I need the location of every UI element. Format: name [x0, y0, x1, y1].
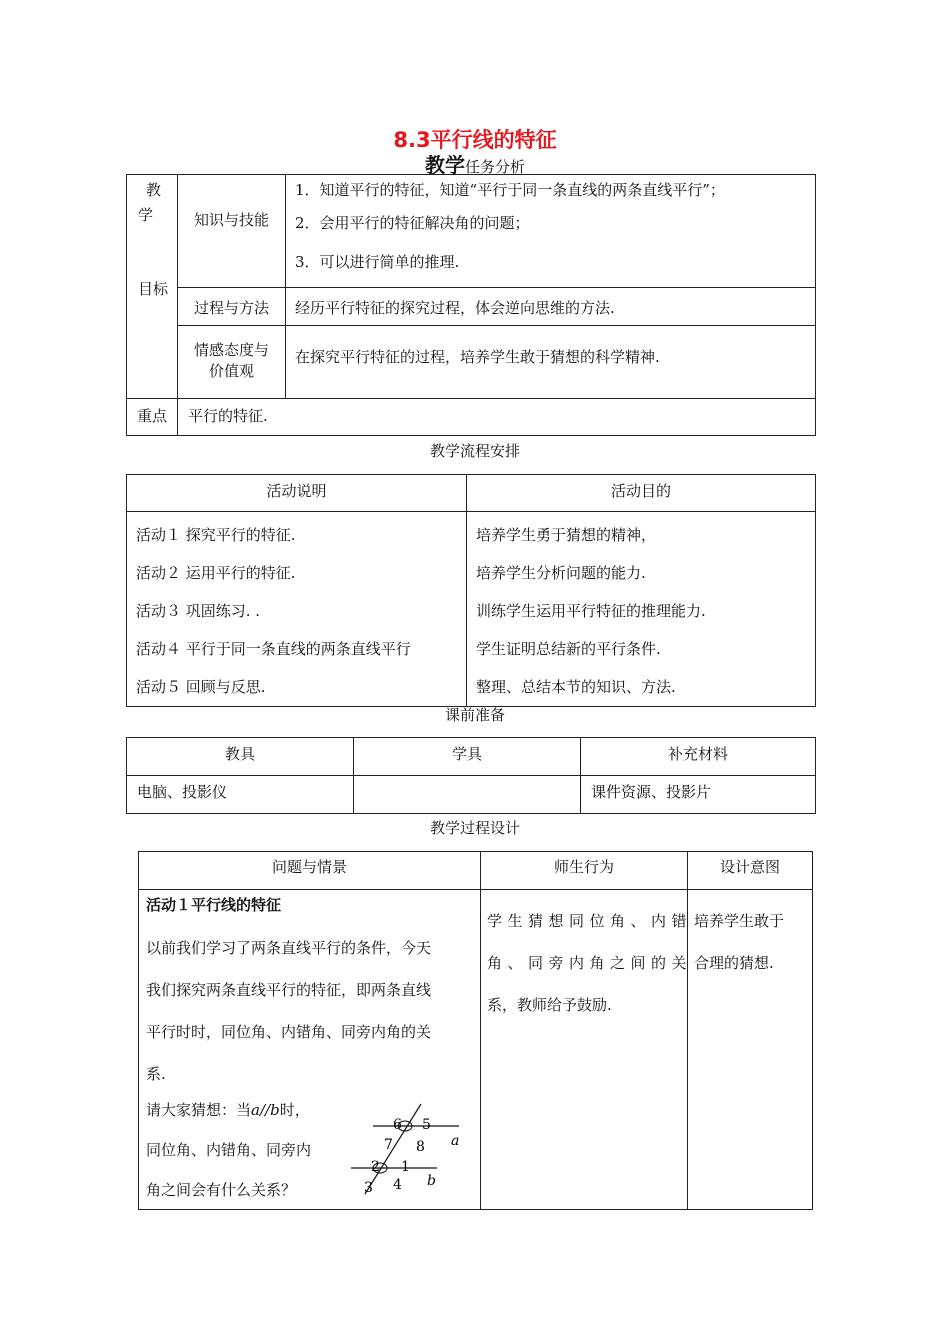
angle-label: 4: [393, 1177, 402, 1193]
parallel-lines-figure: [345, 1102, 475, 1202]
goals-label-1: 教: [146, 181, 162, 199]
design-col2-header: 师生行为: [481, 852, 688, 890]
behavior-line: 角、同旁内角之间的关: [487, 954, 693, 972]
flow-table: [126, 474, 816, 707]
design-col1-header: 问题与情景: [139, 852, 481, 890]
goals-table: [126, 174, 816, 436]
var-b: b: [270, 1101, 280, 1119]
angle-label: 8: [416, 1139, 425, 1155]
activity-item: 活动５ 回顾与反思.: [136, 678, 266, 696]
prep-table: [126, 737, 816, 814]
intro-line: 平行时时，同位角、内错角、同旁内角的关: [146, 1023, 432, 1041]
prep-section-title: 课前准备: [444, 706, 505, 724]
key-label: 重点: [127, 399, 178, 436]
knowledge-item: 3．可以进行简单的推理.: [295, 253, 460, 271]
knowledge-cell: [286, 175, 816, 288]
key-text: 平行的特征.: [178, 399, 816, 436]
flow-col2-header: 活动目的: [467, 475, 816, 512]
intro-text: [146, 927, 431, 1095]
line-a-label: a: [451, 1133, 460, 1149]
purpose-item: 整理、总结本节的知识、方法.: [476, 678, 676, 696]
question-line-3: 角之间会有什么关系？: [146, 1181, 297, 1199]
flow-section-title: 教学流程安排: [429, 442, 520, 460]
activities-cell: [127, 512, 467, 707]
purpose-item: 培养学生勇于猜想的精神，: [476, 526, 657, 544]
angle-label: 6: [393, 1117, 402, 1133]
prep-col3-header: 补充材料: [581, 738, 816, 776]
intro-line: 以前我们学习了两条直线平行的条件，今天: [146, 939, 432, 957]
purpose-item: 培养学生分析问题的能力.: [476, 564, 646, 582]
question-text: [146, 1090, 311, 1210]
behavior-line: 系，教师给予鼓励.: [487, 996, 612, 1014]
purpose-item: 训练学生运用平行特征的推理能力.: [476, 602, 706, 620]
process-text: 经历平行特征的探究过程，体会逆向思维的方法.: [286, 288, 816, 326]
intent-line: 培养学生敢于: [694, 912, 785, 930]
goals-label-3: 目标: [138, 280, 169, 298]
knowledge-label: 知识与技能: [178, 175, 286, 288]
parallel-sign: //: [259, 1101, 271, 1119]
knowledge-item: 1．知道平行的特征，知道“平行于同一条直线的两条直线平行”；: [295, 181, 725, 199]
activity-item: 活动２ 运用平行的特征.: [136, 564, 296, 582]
intro-line: 系.: [146, 1065, 166, 1083]
intent-line: 合理的猜想.: [694, 954, 774, 972]
prep-col2-value: [354, 776, 581, 814]
prep-col1-value: 电脑、投影仪: [127, 776, 354, 814]
angle-label: 3: [364, 1180, 373, 1196]
goals-label-cell: [127, 175, 178, 399]
prep-col1-header: 教具: [127, 738, 354, 776]
angle-label: 5: [422, 1117, 431, 1133]
purpose-item: 学生证明总结新的平行条件.: [476, 640, 661, 658]
emotion-label-1: 情感态度与: [193, 341, 269, 359]
angle-label: 1: [401, 1159, 410, 1175]
subtitle-small: 任务分析: [464, 158, 525, 176]
problem-cell: [139, 890, 481, 1210]
goals-label-2: 学: [138, 206, 154, 224]
activity-item: 活动４ 平行于同一条直线的两条直线平行: [136, 640, 411, 658]
angle-label: 2: [371, 1159, 380, 1175]
prep-col3-value: 课件资源、投影片: [581, 776, 816, 814]
behavior-line: 学生猜想同位角、内错: [487, 912, 693, 930]
purposes-cell: [467, 512, 816, 707]
subtitle-big: 教学: [424, 153, 465, 177]
activity-item: 活动１ 探究平行的特征.: [136, 526, 296, 544]
line-b-label: b: [427, 1173, 436, 1189]
flow-col1-header: 活动说明: [127, 475, 467, 512]
page-title: 8.3平行线的特征: [393, 128, 557, 152]
emotion-label-cell: [178, 326, 286, 399]
emotion-label-2: 价值观: [208, 362, 254, 380]
intent-cell: [688, 890, 813, 1210]
angle-label: 7: [384, 1137, 393, 1153]
var-a: a: [251, 1101, 260, 1119]
activity-item: 活动３ 巩固练习. .: [136, 602, 261, 620]
question-line-1: 请大家猜想：当a//b时，: [146, 1101, 310, 1119]
activity-title: 活动１平行线的特征: [146, 896, 282, 914]
prep-col2-header: 学具: [354, 738, 581, 776]
knowledge-item: 2．会用平行的特征解决角的问题；: [295, 214, 530, 232]
intro-line: 我们探究两条直线平行的特征，即两条直线: [146, 981, 432, 999]
design-section-title: 教学过程设计: [429, 819, 520, 837]
design-col3-header: 设计意图: [688, 852, 813, 890]
behavior-cell: [481, 890, 693, 1210]
emotion-text: 在探究平行特征的过程，培养学生敢于猜想的科学精神.: [286, 326, 816, 399]
design-table: [138, 851, 813, 1210]
question-line-2: 同位角、内错角、同旁内: [146, 1141, 312, 1159]
process-label: 过程与方法: [178, 288, 286, 326]
